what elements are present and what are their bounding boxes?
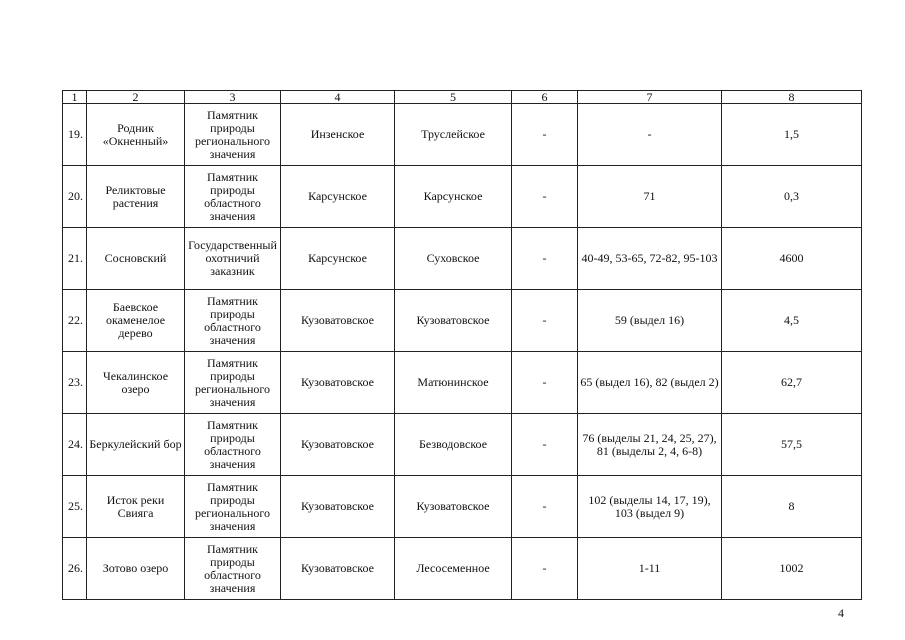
column-6-cell: - [512, 414, 578, 476]
forestry-cell: Карсунское [395, 166, 512, 228]
compartments-cell: 59 (выдел 16) [578, 290, 722, 352]
header-row [63, 91, 862, 104]
forestry-cell: Матюнинское [395, 352, 512, 414]
district-cell: Карсунское [281, 228, 395, 290]
header-cell: 1 [63, 91, 87, 104]
forestry-cell: Безводовское [395, 414, 512, 476]
district-cell: Кузоватовское [281, 414, 395, 476]
column-6-cell: - [512, 166, 578, 228]
compartments-cell: 71 [578, 166, 722, 228]
area-cell: 1,5 [722, 104, 862, 166]
header-cell: 7 [578, 91, 722, 104]
table-row [63, 290, 862, 352]
object-name-cell: Беркулейский бор [87, 414, 185, 476]
column-6-cell: - [512, 104, 578, 166]
table-row [63, 476, 862, 538]
object-name-cell: Сосновский [87, 228, 185, 290]
area-cell: 4,5 [722, 290, 862, 352]
object-name-cell: Родник «Окненный» [87, 104, 185, 166]
row-number-cell: 24. [63, 414, 87, 476]
forestry-cell: Кузоватовское [395, 476, 512, 538]
compartments-cell: - [578, 104, 722, 166]
area-cell: 57,5 [722, 414, 862, 476]
table-row [63, 538, 862, 600]
area-cell: 4600 [722, 228, 862, 290]
district-cell: Кузоватовское [281, 538, 395, 600]
header-cell: 3 [185, 91, 281, 104]
table-row [63, 352, 862, 414]
object-category-cell: Памятник природы областного значения [185, 166, 281, 228]
compartments-cell: 65 (выдел 16), 82 (выдел 2) [578, 352, 722, 414]
area-cell: 8 [722, 476, 862, 538]
object-name-cell: Реликтовые растения [87, 166, 185, 228]
table-body [63, 91, 862, 600]
table-row [63, 104, 862, 166]
district-cell: Инзенское [281, 104, 395, 166]
forestry-cell: Кузоватовское [395, 290, 512, 352]
district-cell: Кузоватовское [281, 352, 395, 414]
row-number-cell: 26. [63, 538, 87, 600]
object-category-cell: Государственный охотничий заказник [185, 228, 281, 290]
object-category-cell: Памятник природы регионального значения [185, 352, 281, 414]
table-row [63, 166, 862, 228]
area-cell: 62,7 [722, 352, 862, 414]
table-row [63, 228, 862, 290]
forestry-cell: Труслейское [395, 104, 512, 166]
object-category-cell: Памятник природы областного значения [185, 414, 281, 476]
row-number-cell: 20. [63, 166, 87, 228]
forestry-cell: Суховское [395, 228, 512, 290]
page-number: 4 [838, 606, 844, 620]
row-number-cell: 21. [63, 228, 87, 290]
object-category-cell: Памятник природы областного значения [185, 538, 281, 600]
object-name-cell: Чекалинское озеро [87, 352, 185, 414]
district-cell: Кузоватовское [281, 476, 395, 538]
object-category-cell: Памятник природы областного значения [185, 290, 281, 352]
header-cell: 2 [87, 91, 185, 104]
column-6-cell: - [512, 352, 578, 414]
district-cell: Кузоватовское [281, 290, 395, 352]
column-6-cell: - [512, 290, 578, 352]
object-name-cell: Зотово озеро [87, 538, 185, 600]
header-cell: 5 [395, 91, 512, 104]
row-number-cell: 25. [63, 476, 87, 538]
forestry-cell: Лесосеменное [395, 538, 512, 600]
area-cell: 1002 [722, 538, 862, 600]
compartments-cell: 1-11 [578, 538, 722, 600]
header-cell: 4 [281, 91, 395, 104]
column-6-cell: - [512, 476, 578, 538]
compartments-cell: 76 (выделы 21, 24, 25, 27), 81 (выделы 2, 4, 6-8) [578, 414, 722, 476]
row-number-cell: 19. [63, 104, 87, 166]
object-name-cell: Баевское окаменелое дерево [87, 290, 185, 352]
area-cell: 0,3 [722, 166, 862, 228]
column-6-cell: - [512, 538, 578, 600]
object-category-cell: Памятник природы регионального значения [185, 104, 281, 166]
compartments-cell: 40-49, 53-65, 72-82, 95-103 [578, 228, 722, 290]
object-name-cell: Исток реки Свияга [87, 476, 185, 538]
row-number-cell: 23. [63, 352, 87, 414]
protected-areas-table [62, 90, 862, 600]
row-number-cell: 22. [63, 290, 87, 352]
column-6-cell: - [512, 228, 578, 290]
header-cell: 8 [722, 91, 862, 104]
header-cell: 6 [512, 91, 578, 104]
object-category-cell: Памятник природы регионального значения [185, 476, 281, 538]
district-cell: Карсунское [281, 166, 395, 228]
compartments-cell: 102 (выделы 14, 17, 19), 103 (выдел 9) [578, 476, 722, 538]
table-row [63, 414, 862, 476]
